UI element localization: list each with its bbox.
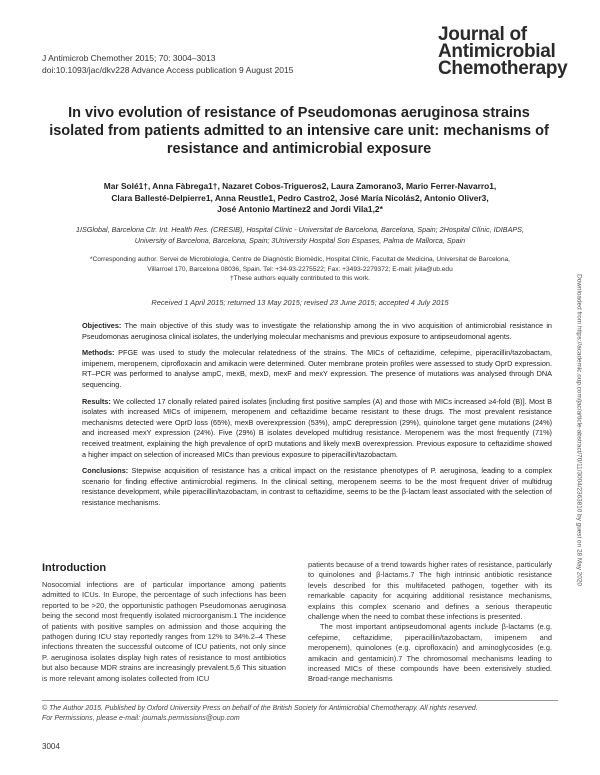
journal-logo (438, 26, 567, 77)
journal-citation-line: J Antimicrob Chemother 2015; 70: 3004–3013 (42, 53, 216, 63)
download-watermark-text: Downloaded from https://academic.oup.com/jac/article-abstract/70/11/3004/2363810 by guest on 28 May 2020 (575, 274, 583, 586)
affiliations (45, 225, 555, 246)
abstract-conclusions (82, 466, 552, 508)
objectives-label: Objectives: (82, 321, 122, 330)
intro-paragraph-2: patients because of a trend towards higher rates of resistance, particularly to quinolones and β-lactams.7 The high intrinsic antibiotic resistance levels described for this multifaceted pathogen, together with its remarkable capacity for acquiring additional resistance mechanisms, explains this complex scenario and defines a serious therapeutic challenge when the need to combat these infections is presented. (308, 560, 552, 622)
affiliation-line-1: 1ISGlobal, Barcelona Ctr. Int. Health Res. (CRESIB), Hospital Clínic - Universitat de Barcelona, Barcelona, Spain; 2Hospital Clínic, IDIBAPS, (76, 225, 524, 234)
page-number: 3004 (42, 742, 60, 751)
equal-contribution-note: †These authors equally contributed to this work. (229, 275, 370, 282)
conclusions-label: Conclusions: (82, 466, 129, 476)
results-text: We collected 17 clonally related paired isolates [including first positive samples (A) and those with MICs increased ≥4-fold (B)]. Most B isolates with increased MICs of imipenem, meropenem and ceftazidime became resistant to these drugs. The most prevalent resistance mechanisms detected were OprD loss (65%), mexB overexpression (53%), ampC derepression (29%), quinolone target gene mutations (24%) and increased mexY expression (24%). Five (29%) B isolates developed multidrug resistance. Meropenem was the most frequently (71%) received treatment, explaining the high prevalence of oprD mutations and likely mexB overexpression. Previous exposure to ceftazidime showed a higher impact on selection of increased MICs than previous exposure to piperacillin/tazobactam. (82, 396, 552, 459)
objectives-text: The main objective of this study was to investigate the relationship among the in vivo acquisition of antimicrobial resistance in Pseudomonas aeruginosa clinical isolates, the underlying molecular mechanisms and previous exposure to antipseudomonal agents. (82, 321, 552, 341)
author-line-3: José Antonio Martínez2 and Jordi Vila1,2* (217, 204, 383, 214)
logo-line-3: Chemotherapy (438, 58, 568, 79)
conclusions-text: Stepwise acquisition of resistance has a critical impact on the resistance phenotypes of P. aeruginosa, leading to a complex scenario for finding effective antimicrobial regimens. In the clinical setting, meropenem seems to be the most frequent driver of multidrug resistance development, while piperacillin/tazobactam, in contrast to ceftazidime, seems to be the β-lactam least associated with the selection of resistance mechanisms. (82, 466, 552, 507)
doi-line: doi:10.1093/jac/dkv228 Advance Access publication 9 August 2015 (42, 65, 294, 75)
abstract-results (82, 397, 552, 461)
body-column-left (42, 580, 286, 684)
abstract-objectives (82, 321, 552, 342)
author-line-2: Clara Ballesté-Delpierre1, Anna Reustle1, Pedro Castro2, José María Nicolás2, Antonio Oliver3, (111, 192, 489, 203)
download-watermark (573, 195, 585, 665)
section-heading-introduction: Introduction (42, 562, 107, 574)
corresponding-line-2: Villarroel 170, Barcelona 08036, Spain. Tel: +34-93-2275522; Fax: +3493-2279372; E-mail: jvila@ub.edu (147, 265, 453, 273)
received-dates: Received 1 April 2015; returned 13 May 2015; revised 23 June 2015; accepted 4 July 2015 (151, 298, 449, 307)
copyright-line-2: For Permissions, please e-mail: journals.permissions@oup.com (42, 715, 240, 722)
corresponding-line-1: *Corresponding author. Servei de Microbiologia, Centre de Diagnòstic Biomèdic, Hospital Clínic, Facultat de Medicina, Universitat de Barcelona, (89, 256, 510, 263)
journal-citation (42, 52, 293, 76)
affiliation-line-2: University of Barcelona, Barcelona, Spain; 3University Hospital Son Espases, Palma de Mallorca, Spain (134, 235, 466, 245)
footer-divider (42, 700, 558, 701)
logo-line-1: Journal of (438, 24, 527, 45)
methods-label: Methods: (82, 348, 115, 358)
copyright-notice (42, 704, 558, 724)
author-line-1: Mar Solé1†, Anna Fàbrega1†, Nazaret Cobos-Trigueros2, Laura Zamorano3, Mario Ferrer-Navarro1, (103, 181, 497, 191)
intro-paragraph-1: Nosocomial infections are of particular importance among patients admitted to ICUs. In Europe, the percentage of such infections has been reported to be >20, the opportunistic pathogen Pseudomonas aeruginosa being the second most frequently isolated microorganism.1 The incidence of patients with positive samples on admission and those acquiring the pathogen during ICU stay reportedly ranges from 12% to 34%.2–4 These infections threaten the successful outcome of ICU patients, not only since P. aeruginosa isolates display high rates of resistance to most antibiotics but also because MDR strains are increasingly prevalent.5,6 This situation is more relevant among isolates collected from ICU (42, 580, 286, 683)
article-title: In vivo evolution of resistance of Pseudomonas aeruginosa strains isolated from patients admitted to an intensive care unit: mechanisms of resistance and antimicrobial exposure (49, 105, 549, 157)
copyright-line-1: © The Author 2015. Published by Oxford University Press on behalf of the British Society for Antimicrobial Chemotherapy. All rights reserved. (42, 705, 478, 712)
abstract (82, 321, 552, 515)
results-label: Results: (82, 396, 111, 406)
logo-line-2: Antimicrobial (438, 41, 556, 62)
methods-text: PFGE was used to study the molecular relatedness of the strains. The MICs of ceftazidime, cefepime, piperacillin/tazobactam, imipenem, meropenem, ciprofloxacin and amikacin were determined. Outer membrane protein profiles were assessed to study OprD expression. RT–PCR was performed to analyse ampC, mexB, mexD, mexF and mexY expression. The presence of mutations was analysed through DNA sequencing. (82, 348, 552, 389)
author-list (55, 181, 545, 216)
corresponding-author (55, 255, 545, 284)
abstract-methods (82, 348, 552, 390)
body-column-right (308, 560, 552, 685)
intro-paragraph-3: The most important antipseudomonal agents include β-lactams (e.g. cefepime, ceftazidime, piperacillin/tazobactam, imipenem and meropenem), quinolones (e.g. ciprofloxacin) and aminoglycosides (e.g. amikacin and gentamicin).7 The chromosomal mechanisms leading to increased MICs of these compounds have been extensively studied. Broad-range mechanisms (308, 622, 552, 684)
